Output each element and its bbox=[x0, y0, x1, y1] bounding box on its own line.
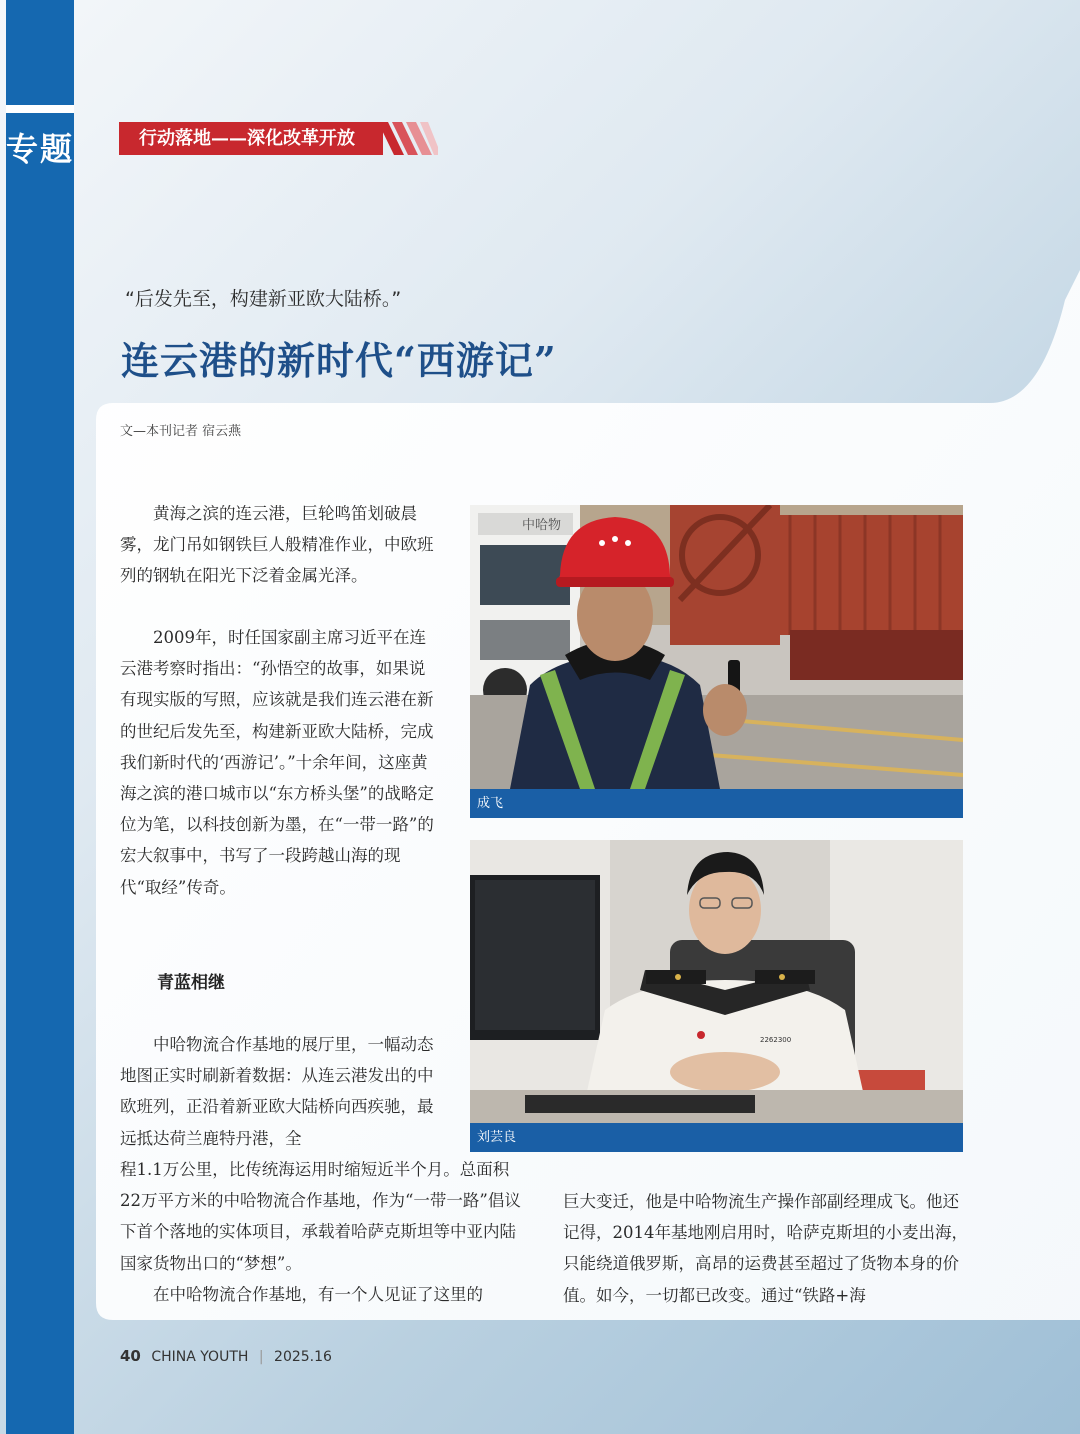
paragraph-1: 黄海之滨的连云港，巨轮鸣笛划破晨雾，龙门吊如钢铁巨人般精准作业，中欧班列的钢轨在阳光下泛着金属光泽。 bbox=[120, 504, 434, 586]
section-side-bar bbox=[6, 0, 74, 1434]
photo-officer-office bbox=[470, 840, 963, 1123]
badge-number: 2262300 bbox=[760, 1036, 792, 1044]
photo-caption-1: 成飞 bbox=[477, 796, 504, 811]
footer-separator: | bbox=[258, 1349, 264, 1365]
paragraph-4: 在中哈物流合作基地，有一个人见证了这里的 bbox=[153, 1285, 483, 1304]
magazine-name: CHINA YOUTH bbox=[151, 1349, 249, 1365]
byline: 文—本刊记者 宿云燕 bbox=[120, 424, 242, 439]
paragraph-2: 2009年，时任国家副主席习近平在连云港考察时指出：“孙悟空的故事，如果说有现实版的写照，应该就是我们连云港在新的世纪后发先至，构建新亚欧大陆桥，完成我们新时代的‘西游记’。”十余年间，这座黄海之滨的港口城市以“东方桥头堡”的战略定位为笔，以科技创新为墨，在“一带一路”的宏大叙事中，书写了一段跨越山海的现代“取经”传奇。 bbox=[120, 628, 434, 897]
caption-bar-2 bbox=[470, 1123, 963, 1152]
lead-quote: “后发先至，构建新亚欧大陆桥。” bbox=[125, 288, 402, 310]
photo-worker-rail-yard bbox=[470, 505, 963, 789]
paragraph-5: 巨大变迁，他是中哈物流生产操作部副经理成飞。他还记得，2014年基地刚启用时，哈萨克斯坦的小麦出海，只能绕道俄罗斯，高昂的运费甚至超过了货物本身的价值。如今，一切都已改变。通过“铁路+海 bbox=[563, 1192, 968, 1305]
page-footer bbox=[120, 1347, 332, 1365]
page-number: 40 bbox=[120, 1347, 141, 1365]
paragraph-3: 中哈物流合作基地的展厅里，一幅动态地图正实时刷新着数据：从连云港发出的中欧班列，正沿着新亚欧大陆桥向西疾驰，最远抵达荷兰鹿特丹港，全 bbox=[120, 1035, 434, 1148]
paragraph-3-continued: 程1.1万公里，比传统海运用时缩短近半个月。总面积22万平方米的中哈物流合作基地，作为“一带一路”倡议下首个落地的实体项目，承载着哈萨克斯坦等中亚内陆国家货物出口的“梦想”。 bbox=[120, 1160, 521, 1273]
caption-bar-1 bbox=[470, 789, 963, 818]
section-label: 专题 bbox=[6, 130, 75, 168]
issue-number: 2025.16 bbox=[274, 1349, 332, 1365]
truck-label: 中哈物 bbox=[522, 518, 562, 533]
photo-caption-2: 刘芸良 bbox=[477, 1130, 517, 1145]
article-headline: 连云港的新时代“西游记” bbox=[121, 338, 557, 383]
section-subheading: 青蓝相继 bbox=[157, 973, 225, 993]
tag-stripes-decoration bbox=[378, 122, 438, 155]
topic-tag-text: 行动落地——深化改革开放 bbox=[139, 128, 355, 149]
